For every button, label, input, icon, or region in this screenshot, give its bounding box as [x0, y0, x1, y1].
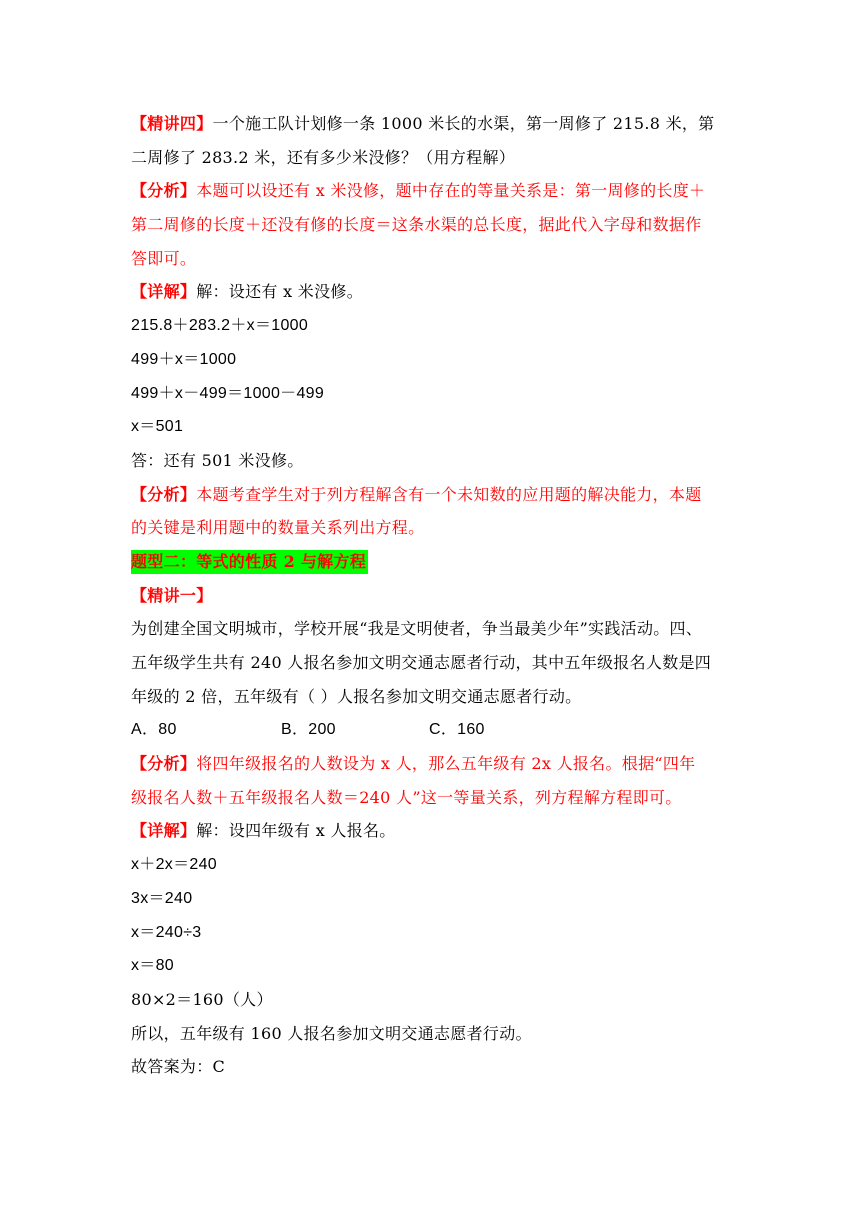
solution-line	[131, 814, 731, 848]
equation-text: x＝501	[131, 418, 184, 436]
question-text: 年级的 2 倍，五年级有（ ）人报名参加文明交通志愿者行动。	[131, 686, 582, 706]
option-c: C．160	[429, 721, 485, 739]
equation-line	[131, 882, 731, 916]
question-text: 为创建全国文明城市，学校开展“我是文明使者，争当最美少年”实践活动。四、	[131, 619, 703, 639]
section-tag: 【详解】	[131, 821, 197, 841]
analysis-text: 将四年级报名的人数设为 x 人，那么五年级有 2x 人报名。根据“四年	[196, 754, 696, 774]
solution-line	[131, 275, 731, 309]
analysis-line	[131, 174, 731, 208]
equation-line	[131, 916, 731, 950]
section-tag: 【精讲一】	[131, 585, 213, 605]
analysis-line	[131, 781, 731, 815]
equation-text: x＝240÷3	[131, 923, 202, 941]
question-text: 五年级学生共有 240 人报名参加文明交通志愿者行动，其中五年级报名人数是四	[131, 653, 712, 672]
conclusion-line	[131, 1017, 731, 1051]
analysis-line	[131, 242, 731, 276]
equation-text: 3x＝240	[131, 889, 193, 907]
equation-text: 215.8＋283.2＋x＝1000	[131, 317, 309, 335]
analysis-text: 本题考查学生对于列方程解含有一个未知数的应用题的解决能力，本题	[196, 484, 702, 504]
option-b: B．200	[281, 721, 336, 739]
analysis-text: 级报名人数＋五年级报名人数＝240 人”这一等量关系，列方程解方程即可。	[131, 787, 682, 807]
equation-line	[131, 949, 731, 983]
equation-text: 499＋x＝1000	[131, 350, 237, 368]
section-tag: 【精讲四】	[131, 114, 213, 133]
option-a: A．80	[131, 721, 177, 739]
answer-text: 答：还有 501 米没修。	[131, 450, 304, 470]
equation-line	[131, 410, 731, 444]
section-heading-line	[131, 545, 731, 579]
section-tag-line	[131, 579, 731, 613]
section-tag: 【分析】	[131, 181, 197, 201]
question-line	[131, 141, 731, 175]
question-line	[131, 107, 731, 141]
question-line	[131, 646, 731, 680]
analysis-line	[131, 478, 731, 512]
equation-line	[131, 343, 731, 377]
analysis-line	[131, 208, 731, 242]
equation-text: x＋2x＝240	[131, 856, 217, 874]
answer-line	[131, 444, 731, 478]
solution-text: 解：设还有 x 米没修。	[196, 282, 363, 302]
conclusion-text: 所以，五年级有 160 人报名参加文明交通志愿者行动。	[131, 1023, 532, 1043]
document-body	[131, 107, 731, 1084]
question-line	[131, 680, 731, 714]
equation-text: x＝80	[131, 957, 174, 975]
section-heading: 题型二：等式的性质 2 与解方程	[131, 550, 368, 574]
solution-text: 解：设四年级有 x 人报名。	[196, 821, 396, 841]
question-line	[131, 612, 731, 646]
question-text: 二周修了 283.2 米，还有多少米没修？（用方程解）	[131, 147, 516, 167]
options-line	[131, 713, 731, 747]
equation-line	[131, 377, 731, 411]
equation-text: 499＋x－499＝1000－499	[131, 384, 325, 402]
section-tag: 【分析】	[131, 484, 197, 504]
question-text: 一个施工队计划修一条 1000 米长的水渠，第一周修了 215.8 米，第	[212, 114, 715, 133]
equation-line	[131, 983, 731, 1017]
equation-line	[131, 309, 731, 343]
final-answer-line	[131, 1050, 731, 1084]
equation-text: 80×2＝160（人）	[131, 989, 273, 1009]
equation-line	[131, 848, 731, 882]
analysis-text: 第二周修的长度＋还没有修的长度＝这条水渠的总长度，据此代入字母和数据作	[131, 215, 702, 235]
final-answer-text: 故答案为：C	[131, 1057, 226, 1077]
analysis-text: 本题可以设还有 x 米没修，题中存在的等量关系是：第一周修的长度＋	[196, 181, 706, 201]
analysis-text: 的关键是利用题中的数量关系列出方程。	[131, 518, 425, 538]
analysis-line	[131, 511, 731, 545]
analysis-text: 答即可。	[131, 248, 197, 268]
section-tag: 【详解】	[131, 282, 197, 302]
section-tag: 【分析】	[131, 754, 197, 774]
analysis-line	[131, 747, 731, 781]
